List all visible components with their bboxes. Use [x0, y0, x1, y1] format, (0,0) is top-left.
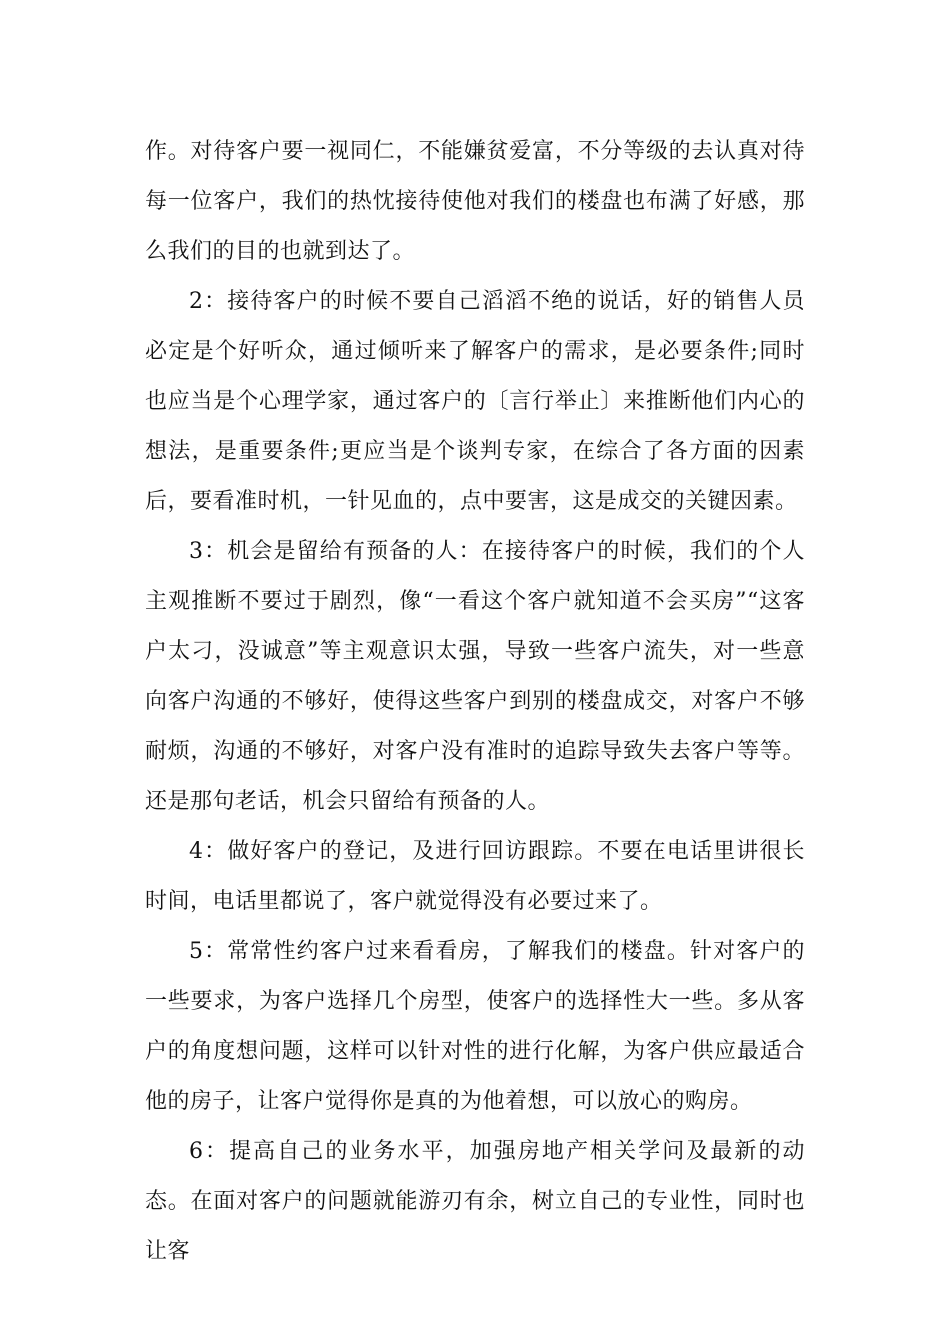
paragraph-item-6: 6：提高自己的业务水平，加强房地产相关学问及最新的动态。在面对客户的问题就能游刃有余，树立自己的专业性，同时也让客: [145, 1139, 805, 1264]
paragraph-item-5: 5：常常性约客户过来看看房，了解我们的楼盘。针对客户的一些要求，为客户选择几个房型，使客户的选择性大一些。多从客户的角度想问题，这样可以针对性的进行化解，为客户供应最适合他的房子，让客户觉得你是真的为他着想，可以放心的购房。: [145, 939, 805, 1114]
paragraph-item-2: 2：接待客户的时候不要自己滔滔不绝的说话，好的销售人员必定是个好听众，通过倾听来了解客户的需求，是必要条件;同时也应当是个心理学家，通过客户的〔言行举止〕来推断他们内心的想法，是重要条件;更应当是个谈判专家，在综合了各方面的因素后，要看准时机，一针见血的，点中要害，这是成交的关键因素。: [145, 289, 805, 514]
document-body: [145, 127, 805, 1277]
paragraph-item-4: 4：做好客户的登记，及进行回访跟踪。不要在电话里讲很长时间，电话里都说了，客户就觉得没有必要过来了。: [145, 839, 805, 914]
paragraph-continuation: 作。对待客户要一视同仁，不能嫌贫爱富，不分等级的去认真对待每一位客户，我们的热忱接待使他对我们的楼盘也布满了好感，那么我们的目的也就到达了。: [145, 139, 805, 264]
paragraph-item-3: 3：机会是留给有预备的人：在接待客户的时候，我们的个人主观推断不要过于剧烈，像“一看这个客户就知道不会买房”“这客户太刁，没诚意”等主观意识太强，导致一些客户流失，对一些意向客户沟通的不够好，使得这些客户到别的楼盘成交，对客户不够耐烦，沟通的不够好，对客户没有准时的追踪导致失去客户等等。还是那句老话，机会只留给有预备的人。: [145, 539, 805, 814]
